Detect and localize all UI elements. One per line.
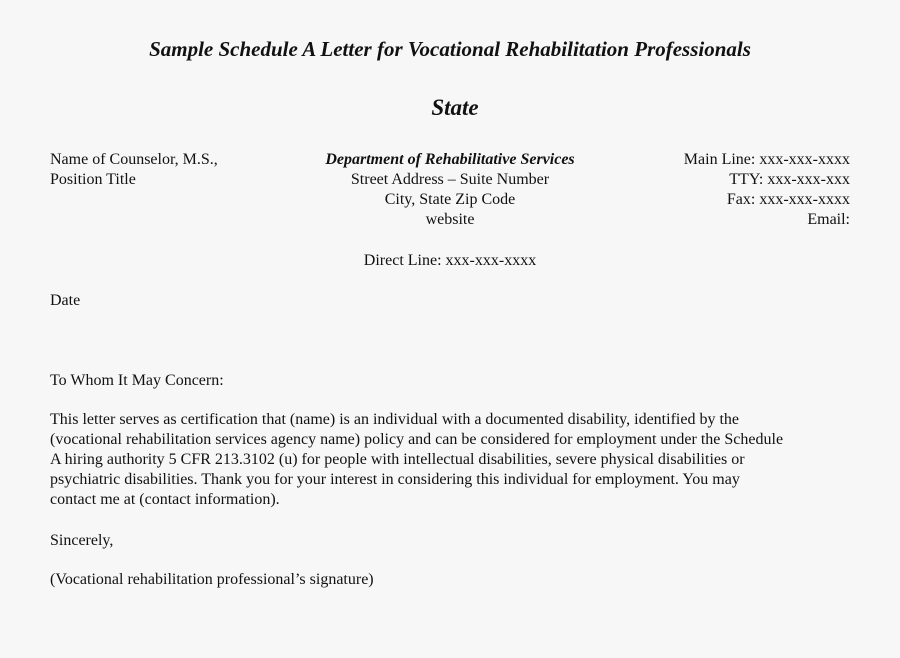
signature-placeholder: (Vocational rehabilitation professional’s signature) bbox=[50, 571, 374, 588]
document-subtitle: State bbox=[431, 95, 479, 120]
agency-address bbox=[300, 150, 600, 230]
tty-line: TTY: xxx-xxx-xxx bbox=[729, 171, 850, 188]
body-line: This letter serves as certification that (name) is an individual with a documented disability, identified by the bbox=[50, 411, 739, 428]
counselor-name: Name of Counselor, M.S., bbox=[50, 151, 218, 168]
letter-date: Date bbox=[50, 292, 81, 309]
direct-line: Direct Line: xxx-xxx-xxxx bbox=[363, 252, 537, 269]
city-state-zip: City, State Zip Code bbox=[384, 191, 516, 208]
body-line: contact me at (contact information). bbox=[50, 491, 280, 508]
body-line: (vocational rehabilitation services agency name) policy and can be considered for employment under the Schedule bbox=[50, 431, 784, 448]
department-name: Department of Rehabilitative Services bbox=[325, 151, 575, 168]
counselor-position: Position Title bbox=[50, 171, 136, 188]
main-line: Main Line: xxx-xxx-xxxx bbox=[683, 151, 850, 168]
website: website bbox=[425, 211, 475, 228]
body-line: psychiatric disabilities. Thank you for your interest in considering this individual for employment. You may bbox=[50, 471, 740, 488]
email-line: Email: bbox=[807, 211, 850, 228]
street-address: Street Address – Suite Number bbox=[350, 171, 550, 188]
closing: Sincerely, bbox=[50, 532, 114, 549]
body-line: A hiring authority 5 CFR 213.3102 (u) for people with intellectual disabilities, severe physical disabilities or bbox=[50, 451, 745, 468]
counselor-info bbox=[50, 150, 290, 190]
contact-numbers bbox=[600, 150, 850, 230]
document-title: Sample Schedule A Letter for Vocational Rehabilitation Professionals bbox=[149, 37, 751, 61]
salutation: To Whom It May Concern: bbox=[50, 372, 224, 389]
fax-line: Fax: xxx-xxx-xxxx bbox=[726, 191, 850, 208]
letter-body bbox=[50, 410, 850, 510]
